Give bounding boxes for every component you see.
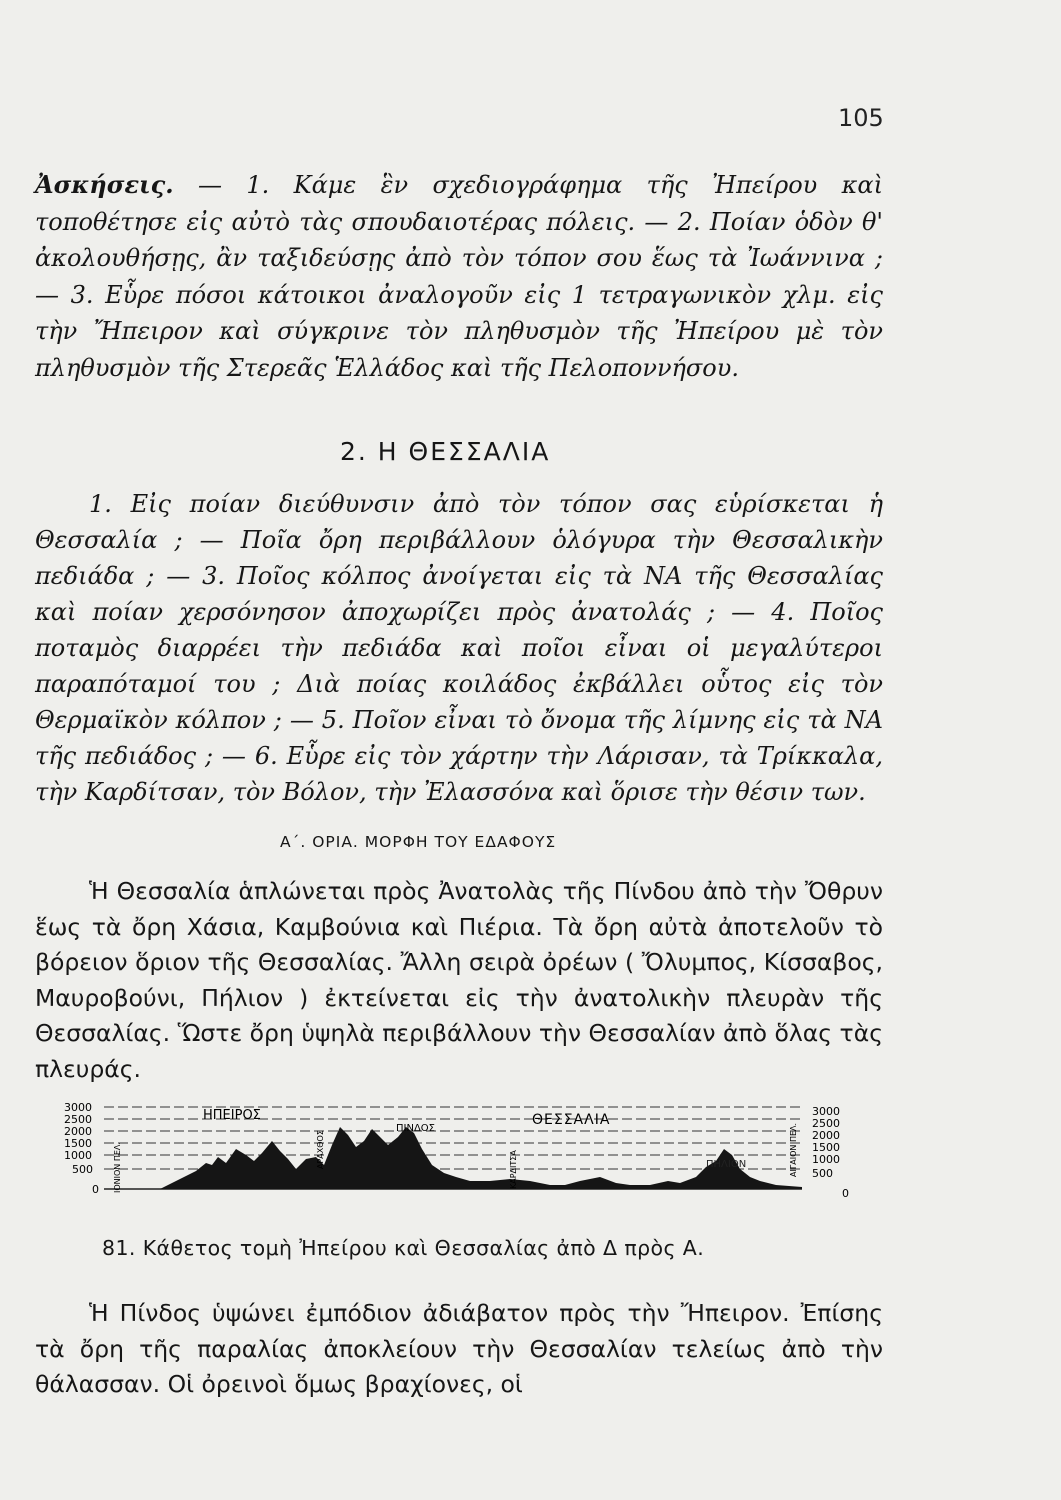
paragraph-2: Ἡ Πίνδος ὑψώνει ἐμπόδιον ἀδιάβατον πρὸς τὴν Ἤπειρον. Ἐπίσης τὰ ὄρη τῆς παραλίας ἀποκλείουν τὴν Θεσσαλίαν τελείως ἀπὸ τὴν θάλασσαν. Οἱ ὀρεινοὶ ὅμως βραχίονες, οἱ (35, 1299, 883, 1398)
label-thessaly: ΘΕΣΣΑΛΙΑ (532, 1112, 611, 1128)
altitude-right-2000: 2000 (812, 1129, 840, 1142)
label-ionian: ΙΟΝΙΟΝ ΠΕΛ. (113, 1142, 122, 1193)
altitude-right-2500: 2500 (812, 1117, 840, 1130)
altitude-right-1500: 1500 (812, 1141, 840, 1154)
exercises-paragraph (35, 167, 883, 386)
altitude-left-500: 500 (72, 1163, 93, 1176)
altitude-right-3000: 3000 (812, 1105, 840, 1118)
altitude-left-1000: 1000 (64, 1149, 92, 1162)
subsection-title: Α΄. ΟΡΙΑ. ΜΟΡΦΗ ΤΟΥ ΕΔΑΦΟΥΣ (280, 833, 557, 851)
terrain-profile (104, 1127, 802, 1189)
altitude-left-1500: 1500 (64, 1137, 92, 1150)
altitude-left-2000: 2000 (64, 1125, 92, 1138)
label-arachthos: ΑΡΑΧΘΟΣ (316, 1130, 325, 1169)
exercises-lead: Ἀσκήσεις. (35, 170, 174, 199)
section-title: 2. Η ΘΕΣΣΑΛΙΑ (340, 437, 551, 466)
cross-section-figure (60, 1097, 860, 1205)
figure-caption: 81. Κάθετος τομὴ Ἠπείρου καὶ Θεσσαλίας ἀπὸ Δ πρὸς Α. (102, 1236, 705, 1260)
altitude-left-3000: 3000 (64, 1101, 92, 1114)
label-pindos: ΠΙΝΔΟΣ (396, 1123, 435, 1134)
altitude-left-2500: 2500 (64, 1113, 92, 1126)
altitude-right-0: 0 (842, 1187, 849, 1200)
altitude-left-0: 0 (92, 1183, 99, 1196)
label-pelion: ΠΗΛΙΟΝ (706, 1159, 747, 1170)
exercises-text: — 1. Κάμε ἓν σχεδιογράφημα τῆς Ἠπείρου καὶ τοποθέτησε εἰς αὐτὸ τὰς σπουδαιοτέρας πόλεις. — 2. Ποίαν ὁδὸν θ' ἀκολουθήσῃς, ἂν ταξιδεύσῃς ἀπὸ τὸν τόπον σου ἕως τὰ Ἰωάννινα ; — 3. Εὗρε πόσοι κάτοικοι ἀναλογοῦν εἰς 1 τετραγωνικὸν χλμ. εἰς τὴν Ἤπειρον καὶ σύγκρινε τὸν πληθυσμὸν τῆς Ἠπείρου μὲ τὸν πληθυσμὸν τῆς Στερεᾶς Ἑλλάδος καὶ τῆς Πελοποννήσου. (35, 171, 883, 382)
questions-paragraph: 1. Εἰς ποίαν διεύθυνσιν ἀπὸ τὸν τόπον σας εὑρίσκεται ἡ Θεσσαλία ; — Ποῖα ὄρη περιβάλλουν ὁλόγυρα τὴν Θεσσαλικὴν πεδιάδα ; — 3. Ποῖος κόλπος ἀνοίγεται εἰς τὰ ΝΑ τῆς Θεσσαλίας καὶ ποίαν χερσόνησον ἀποχωρίζει πρὸς ἀνατολάς ; — 4. Ποῖος ποταμὸς διαρρέει τὴν πεδιάδα καὶ ποῖοι εἶναι οἱ μεγαλύτεροι παραπόταμοί του ; Διὰ ποίας κοιλάδος ἐκβάλλει οὗτος εἰς τὸν Θερμαϊκὸν κόλπον ; — 5. Ποῖον εἶναι τὸ ὄνομα τῆς λίμνης εἰς τὰ ΝΑ τῆς πεδιάδος ; — 6. Εὗρε εἰς τὸν χάρτην τὴν Λάρισαν, τὰ Τρίκκαλα, τὴν Καρδίτσαν, τὸν Βόλον, τὴν Ἐλασσόνα καὶ ὅρισε τὴν θέσιν των. (35, 490, 883, 806)
paragraph-1: Ἡ Θεσσαλία ἁπλώνεται πρὸς Ἀνατολὰς τῆς Πίνδου ἀπὸ τὴν Ὄθρυν ἕως τὰ ὄρη Χάσια, Καμβούνια καὶ Πιέρια. Τὰ ὄρη αὐτὰ ἀποτελοῦν τὸ βόρειον ὅριον τῆς Θεσσαλίας. Ἄλλη σειρὰ ὀρέων ( Ὄλυμπος, Κίσσαβος, Μαυροβούνι, Πήλιον ) ἐκτείνεται εἰς τὴν ἀνατολικὴν πλευρὰν τῆς Θεσσαλίας. Ὥστε ὄρη ὑψηλὰ περιβάλλουν τὴν Θεσσαλίαν ἀπὸ ὅλας τὰς πλευράς. (35, 877, 883, 1083)
altitude-right-500: 500 (812, 1167, 833, 1180)
label-aegean: ΑΙΓΑΙΟΝ ΠΕΛ. (789, 1122, 798, 1177)
label-epirus: ΗΠΕΙΡΟΣ (203, 1108, 261, 1123)
altitude-right-1000: 1000 (812, 1153, 840, 1166)
page-number: 105 (838, 104, 884, 132)
label-karditsa: ΚΑΡΔΙΤΣΑ (509, 1150, 518, 1189)
